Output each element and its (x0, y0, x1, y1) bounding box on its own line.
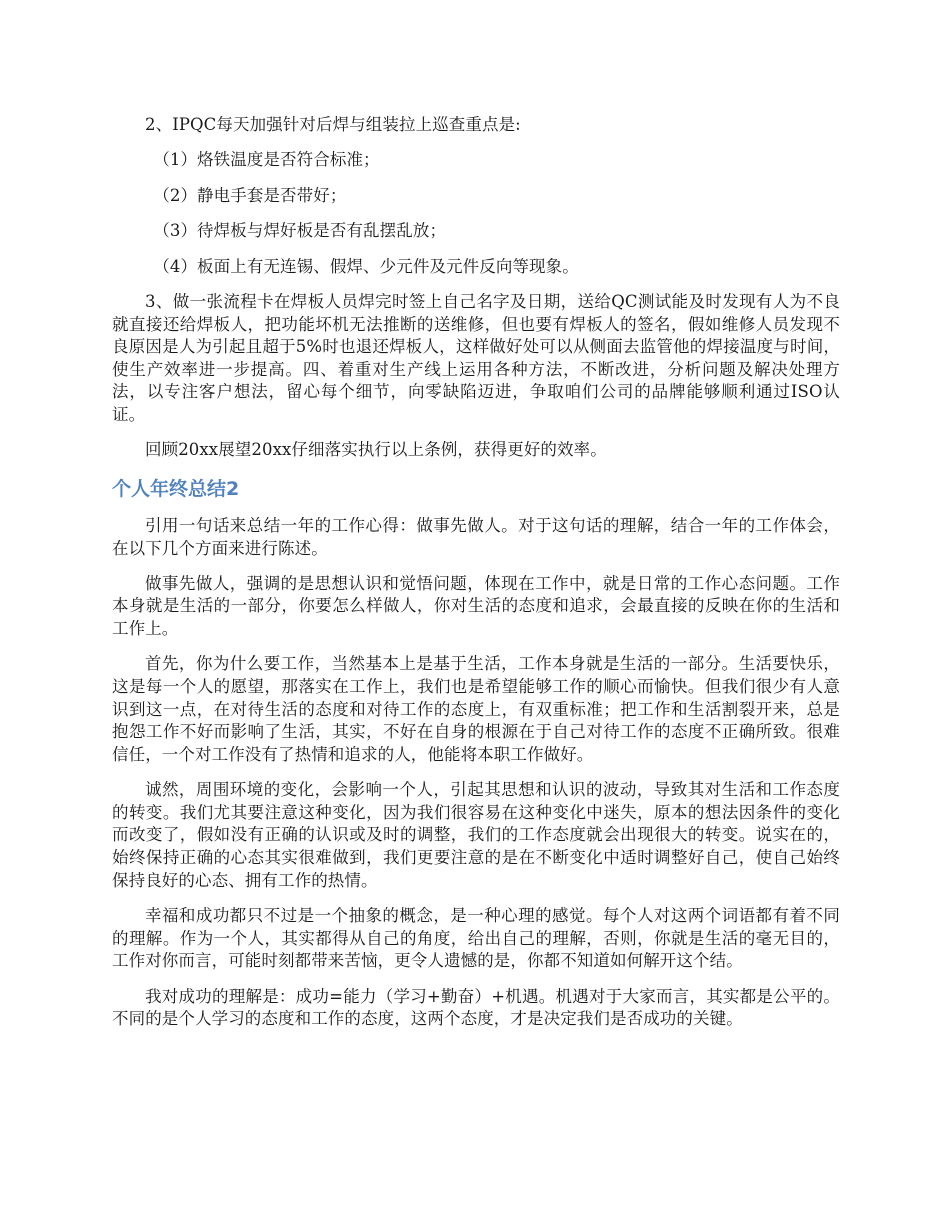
paragraph-body: 诚然，周围环境的变化，会影响一个人，引起其思想和认识的波动，导致其对生活和工作态度的转变。我们尤其要注意这种变化，因为我们很容易在这种变化中迷失，原本的想法因条件的变化而改变了，假如没有正确的认识或及时的调整，我们的工作态度就会出现很大的转变。说实在的，始终保持正确的心态其实很难做到，我们更要注意的是在不断变化中适时调整好自己，使自己始终保持良好的心态、拥有工作的热情。 (112, 780, 840, 890)
list-item-static-gloves: （2）静电手套是否带好； (153, 185, 347, 205)
paragraph-body: 首先，你为什么要工作，当然基本上是基于生活，工作本身就是生活的一部分。生活要快乐，这是每一个人的愿望，那落实在工作上，我们也是希望能够工作的顺心而愉快。但我们很少有人意识到这一点，在对待生活的态度和对待工作的态度上，有双重标准；把工作和生活割裂开来，总是抱怨工作不好而影响了生活，其实，不好在自身的根源在于自己对待工作的态度不正确所致。很难信任，一个对工作没有了热情和追求的人，他能将本职工作做好。 (112, 654, 840, 764)
document-page (112, 114, 840, 1031)
paragraph-body: 幸福和成功都只不过是一个抽象的概念，是一种心理的感觉。每个人对这两个词语都有着不同的理解。作为一个人，其实都得从自己的角度，给出自己的理解，否则，你就是生活的毫无目的，工作对你而言，可能时刻都带来苦恼，更令人遗憾的是，你都不知道如何解开这个结。 (112, 906, 840, 971)
section-heading: 个人年终总结2 (112, 477, 240, 500)
paragraph-intro: 引用一句话来总结一年的工作心得：做事先做人。对于这句话的理解，结合一年的工作体会，在以下几个方面来进行陈述。 (112, 515, 840, 558)
paragraph-body: 我对成功的理解是：成功=能力（学习+勤奋）+机遇。机遇对于大家而言，其实都是公平的。不同的是个人学习的态度和工作的态度，这两个态度，才是决定我们是否成功的关键。 (112, 986, 840, 1029)
list-item-board-defects: （4）板面上有无连锡、假焊、少元件及元件反向等现象。 (153, 256, 579, 276)
paragraph-point-3: 3、做一张流程卡在焊板人员焊完时签上自己名字及日期，送给QC测试能及时发现有人为不良就直接还给焊板人，把功能坏机无法推断的送维修，但也要有焊板人的签名，假如维修人员发现不良原因是人为引起且超于5%时也退还焊板人，这样做好处可以从侧面去监管他的焊接温度与时间，使生产效率进一步提高。四、着重对生产线上运用各种方法，不断改进，分析问题及解决处理方法，以专注客户想法，留心每个细节，向零缺陷迈进，争取咱们公司的品牌能够顺利通过ISO认证。 (112, 291, 840, 424)
paragraph-closing: 回顾20xx展望20xx仔细落实执行以上条例，获得更好的效率。 (145, 440, 607, 460)
paragraph-point-2-intro: 2、IPQC每天加强针对后焊与组装拉上巡查重点是: (145, 115, 521, 134)
paragraph-body: 做事先做人，强调的是思想认识和觉悟问题，体现在工作中，就是日常的工作心态问题。工作本身就是生活的一部分，你要怎么样做人，你对生活的态度和追求，会最直接的反映在你的生活和工作上。 (112, 573, 840, 639)
list-item-soldering-temperature: （1）烙铁温度是否符合标准； (153, 150, 380, 170)
list-item-board-placement: （3）待焊板与焊好板是否有乱摆乱放； (153, 221, 447, 241)
